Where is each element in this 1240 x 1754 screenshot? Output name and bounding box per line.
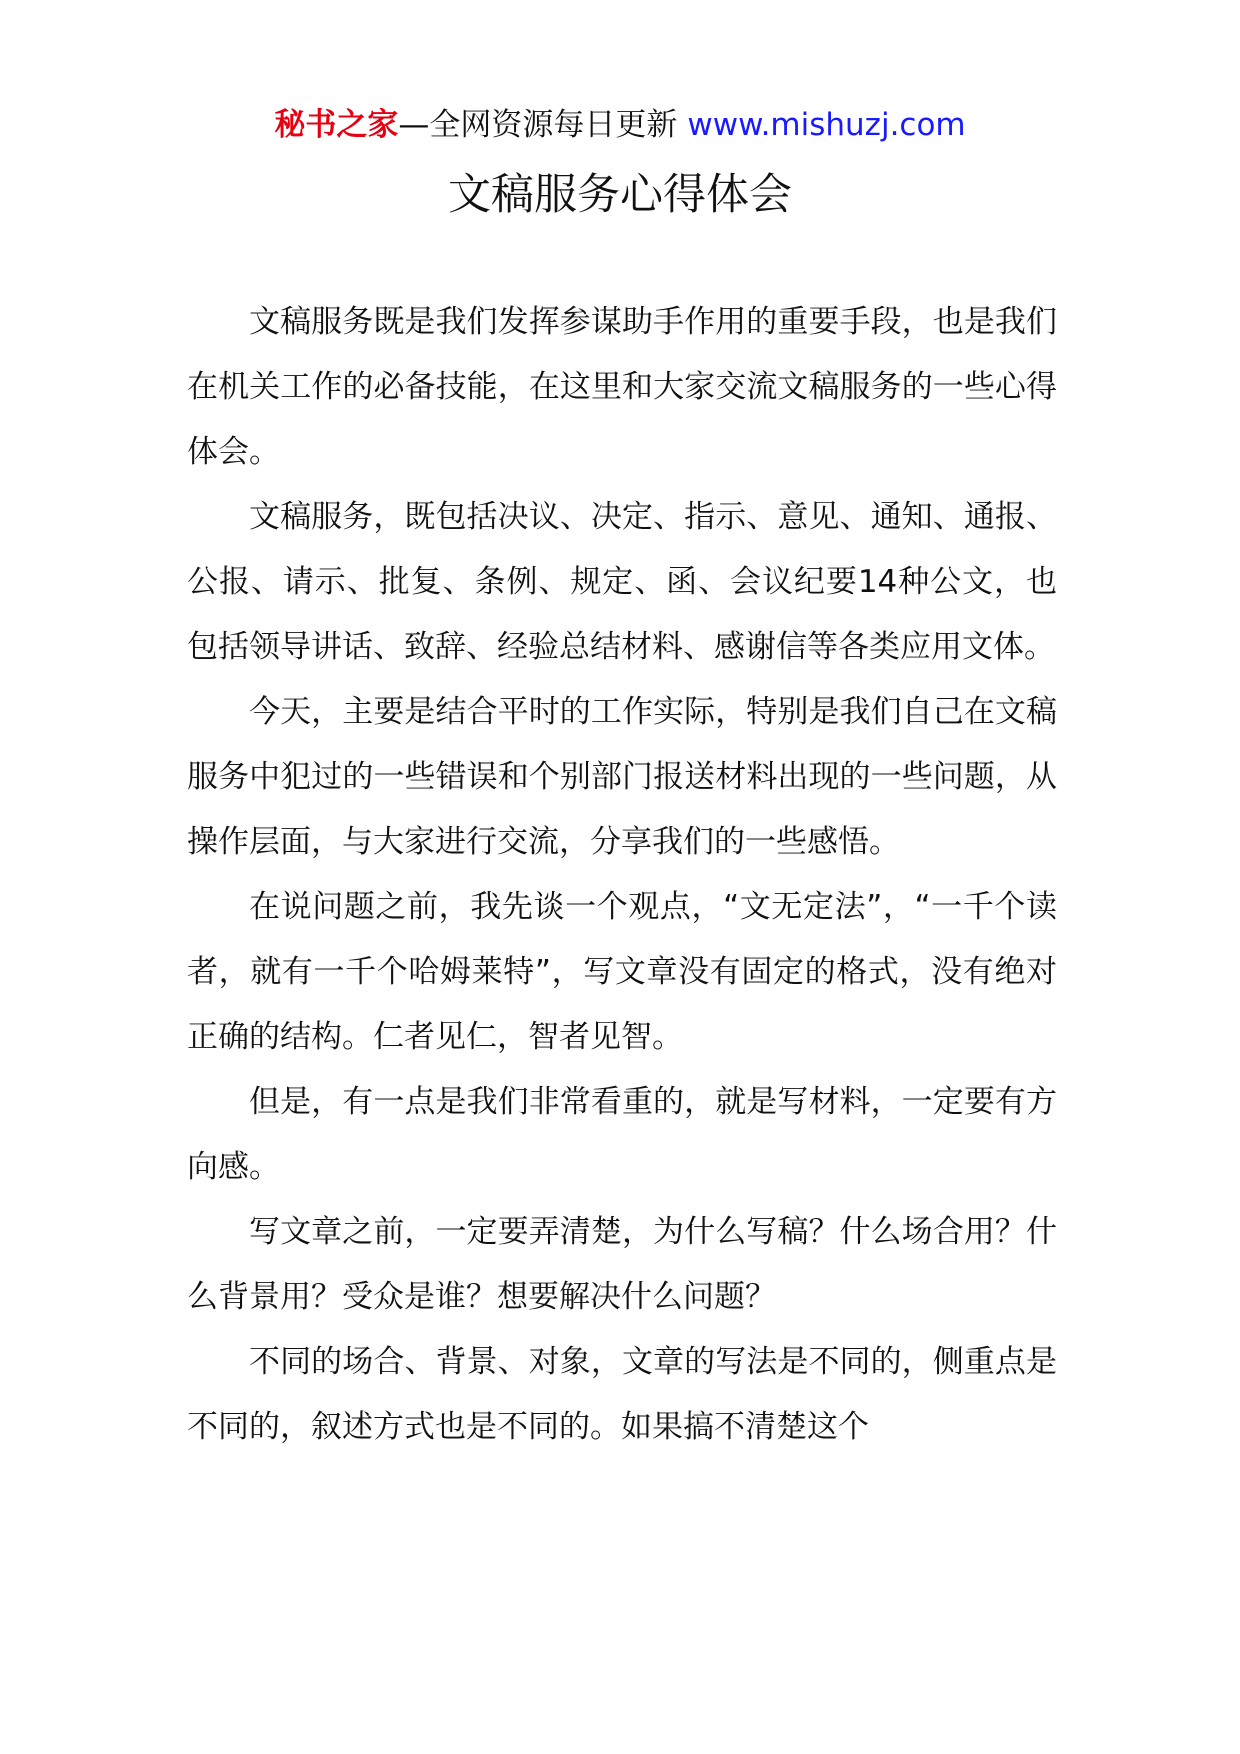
header-banner xyxy=(0,100,1240,150)
paragraph: 在说问题之前，我先谈一个观点，“文无定法”，“一千个读者，就有一千个哈姆莱特”，写文章没有固定的格式，没有绝对正确的结构。仁者见仁，智者见智。 xyxy=(187,889,1057,1055)
paragraph: 文稿服务既是我们发挥参谋助手作用的重要手段，也是我们在机关工作的必备技能，在这里和大家交流文稿服务的一些心得体会。 xyxy=(187,304,1057,470)
document-title: 文稿服务心得体会 xyxy=(448,170,792,220)
document-body xyxy=(187,290,1057,1460)
site-url-link[interactable]: www.mishuzj.com xyxy=(687,107,966,143)
paragraph: 但是，有一点是我们非常看重的，就是写材料，一定要有方向感。 xyxy=(187,1084,1057,1185)
paragraph: 不同的场合、背景、对象，文章的写法是不同的，侧重点是不同的，叙述方式也是不同的。如果搞不清楚这个 xyxy=(187,1344,1057,1445)
paragraph: 写文章之前，一定要弄清楚，为什么写稿？什么场合用？什么背景用？受众是谁？想要解决什么问题？ xyxy=(187,1214,1057,1315)
paragraph: 今天，主要是结合平时的工作实际，特别是我们自己在文稿服务中犯过的一些错误和个别部门报送材料出现的一些问题，从操作层面，与大家进行交流，分享我们的一些感悟。 xyxy=(187,694,1057,860)
brand-name: 秘书之家 xyxy=(274,107,399,143)
paragraph: 文稿服务，既包括决议、决定、指示、意见、通知、通报、公报、请示、批复、条例、规定、函、会议纪要14种公文，也包括领导讲话、致辞、经验总结材料、感谢信等各类应用文体。 xyxy=(187,499,1057,665)
header-tagline: —全网资源每日更新 xyxy=(398,107,678,143)
